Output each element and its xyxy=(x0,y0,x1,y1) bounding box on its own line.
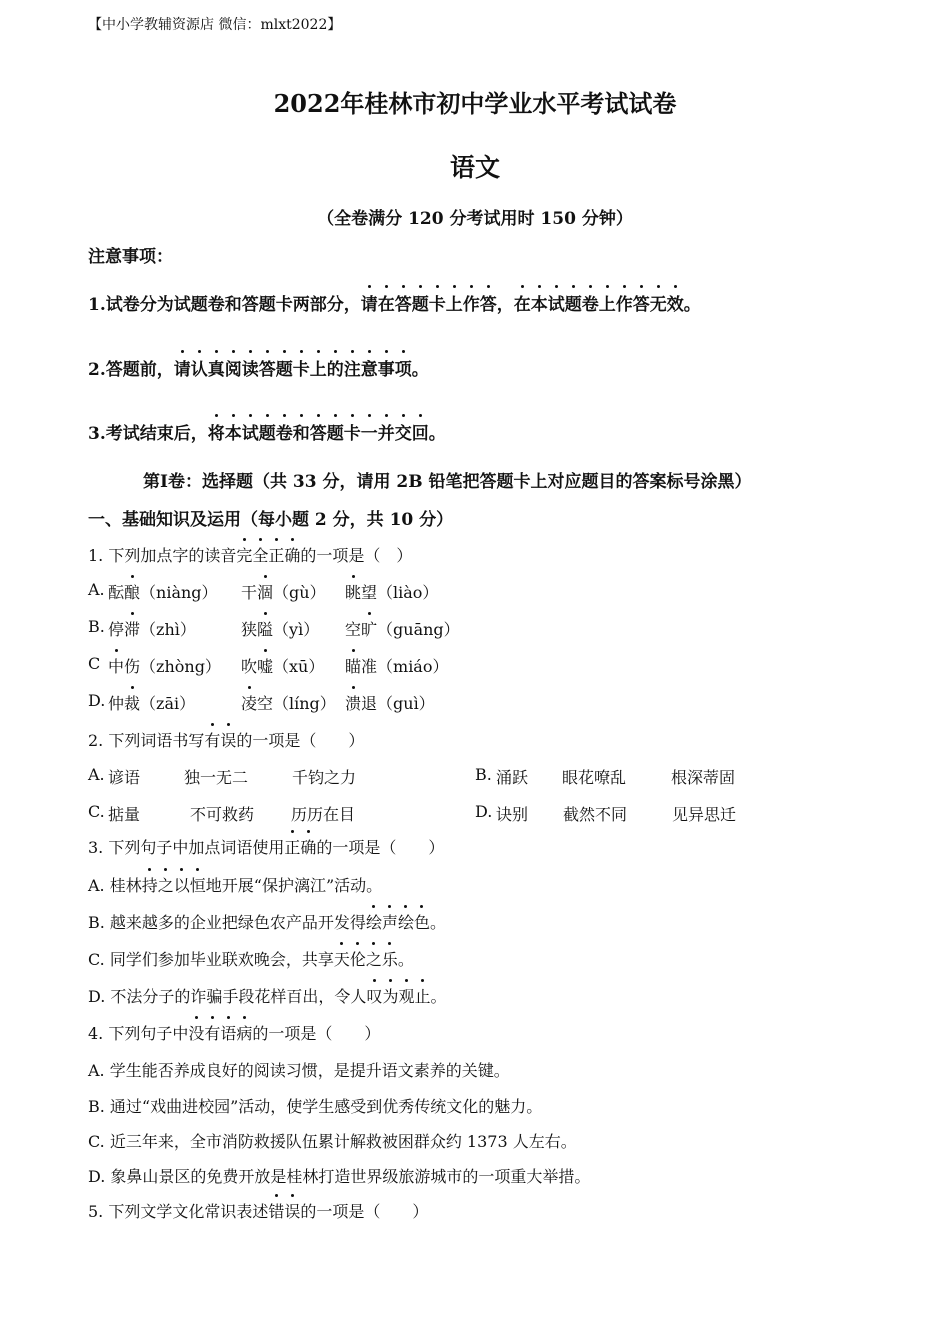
option-label: D. xyxy=(88,691,106,710)
option-label: B. xyxy=(88,617,105,636)
question-3-stem xyxy=(88,835,444,858)
emphasis-dot-char: 上 xyxy=(599,290,616,315)
emphasis-dot-char: 止 xyxy=(414,984,430,1007)
emphasis-dot-char: 以 xyxy=(174,873,190,896)
option-label: C xyxy=(88,654,101,673)
emphasis-dot-char: 题 xyxy=(276,355,293,380)
pinyin-text: （yì） xyxy=(273,620,320,639)
option-word: 不可救药 xyxy=(190,805,255,824)
emphasis-dot-char: 误 xyxy=(284,1199,300,1222)
word-text: 干 xyxy=(241,583,258,602)
option-word: 谚语 xyxy=(108,768,141,787)
sentence-text: B. 越来越多的企业把绿色农产品开发得 xyxy=(88,913,366,932)
notice-text: 。 xyxy=(683,295,701,315)
sentence-text: 地开展“保护漓江”活动。 xyxy=(205,876,383,895)
part1-heading: 第Ⅰ卷：选择题（共 33 分，请用 2B 铅笔把答题卡上对应题目的答案标号涂黑） xyxy=(143,472,752,492)
emphasis-dot-char: 叹 xyxy=(366,984,382,1007)
emphasis-dot-char: 没 xyxy=(188,1021,204,1044)
pinyin-text: （guāng） xyxy=(377,620,460,639)
option-label: A. xyxy=(88,580,105,599)
stem-text: 的一项是（ ） xyxy=(316,838,445,857)
emphasis-dot-char: 和 xyxy=(293,419,310,444)
emphasis-dot-char: 题 xyxy=(565,290,582,315)
emphasis-dot-char: 正 xyxy=(268,543,284,566)
emphasis-dot-char: 之 xyxy=(158,873,174,896)
emphasis-text xyxy=(204,731,236,750)
emphasis-dot-char: 中 xyxy=(108,654,124,677)
exam-title: 2022年桂林市初中学业水平考试试卷 xyxy=(273,89,677,118)
emphasis-dot-char: 试 xyxy=(548,290,565,315)
emphasis-text xyxy=(284,838,316,857)
stem-text: 的一项是（ ） xyxy=(236,731,365,750)
option-word: 诀别 xyxy=(496,805,529,824)
emphasis-dot-char: 回 xyxy=(412,419,429,444)
notice-text: 3.考试结束后， xyxy=(88,424,208,444)
emphasis-dot-char: 题 xyxy=(259,419,276,444)
notice-item-2 xyxy=(88,355,429,380)
option-sentence: A. 学生能否养成良好的阅读习惯，是提升语文素养的关键。 xyxy=(88,1061,510,1080)
emphasis-dot-char: 眺 xyxy=(345,580,361,603)
option-word: 独一无二 xyxy=(184,768,249,787)
word-text: 狭 xyxy=(241,620,258,639)
emphasis-dot-char: 全 xyxy=(252,543,268,566)
emphasis-dot-char: 伦 xyxy=(350,947,366,970)
pinyin-text: （zhì） xyxy=(140,620,196,639)
pinyin-text: 望（liào） xyxy=(361,583,439,602)
emphasis-dot-char: 完 xyxy=(236,543,252,566)
emphasis-dot-char: 答 xyxy=(259,355,276,380)
pinyin-text: （niàng） xyxy=(140,583,218,602)
emphasis-dot-char: 事 xyxy=(378,355,395,380)
emphasis-dot-char: 恒 xyxy=(190,873,206,896)
emphasis-dot-char: 旷 xyxy=(361,617,377,640)
emphasis-text xyxy=(142,876,206,895)
option-sentence: C. 近三年来，全市消防救援队伍累计解救被困群众约 1373 人左右。 xyxy=(88,1132,577,1151)
option-word: 掂量 xyxy=(108,805,141,824)
emphasis-dot-char: 请 xyxy=(361,290,378,315)
emphasis-dot-char: 效 xyxy=(667,290,684,315)
pinyin-text: （gù） xyxy=(273,583,326,602)
stem-text: 3. 下列句子中加点词语使用 xyxy=(88,838,285,857)
emphasis-dot-char: 项 xyxy=(395,355,412,380)
emphasis-dot-char: 确 xyxy=(284,543,300,566)
stem-text: 的一项是（ ） xyxy=(252,1024,381,1043)
emphasis-dot-char: 有 xyxy=(204,728,220,751)
pinyin-text: 退（guì） xyxy=(361,694,435,713)
emphasis-dot-char: 观 xyxy=(398,984,414,1007)
option-label: A. xyxy=(88,765,105,784)
option-word: 千钧之力 xyxy=(292,768,357,787)
pinyin-text: 准（miáo） xyxy=(361,657,449,676)
emphasis-dot-char: 读 xyxy=(242,355,259,380)
emphasis-text xyxy=(334,950,398,969)
option-sentence xyxy=(88,984,447,1007)
sentence-text: A. 桂林 xyxy=(88,876,142,895)
option-word xyxy=(345,691,435,714)
option-word xyxy=(241,580,326,603)
option-sentence xyxy=(88,873,382,896)
emphasis-dot-char: 作 xyxy=(616,290,633,315)
notice-text: 。 xyxy=(411,360,429,380)
sentence-text: C. 同学们参加毕业联欢晚会，共享 xyxy=(88,950,334,969)
emphasis-dot-char: 卡 xyxy=(429,290,446,315)
emphasis-dot-char: 交 xyxy=(395,419,412,444)
emphasis-dot-char: 题 xyxy=(327,419,344,444)
emphasis-dot-char: 在 xyxy=(378,290,395,315)
emphasis-text xyxy=(208,424,429,444)
stem-text: 2. 下列词语书写 xyxy=(88,731,205,750)
emphasis-dot-char: 涸 xyxy=(257,580,273,603)
emphasis-dot-char: 误 xyxy=(220,728,236,751)
emphasis-dot-char: 答 xyxy=(310,419,327,444)
emphasis-dot-char: 确 xyxy=(300,835,316,858)
emphasis-dot-char: 正 xyxy=(284,835,300,858)
option-word: 根深蒂固 xyxy=(671,768,736,787)
emphasis-dot-char: 阅 xyxy=(225,355,242,380)
option-word xyxy=(108,654,221,677)
stem-text: 1. 下列加点字的读音 xyxy=(88,546,237,565)
emphasis-dot-char: 病 xyxy=(236,1021,252,1044)
pinyin-text: 伤（zhòng） xyxy=(124,657,221,676)
word-text: 空 xyxy=(345,620,362,639)
sentence-text: D. 不法分子的诈骗手段花样百出，令人 xyxy=(88,987,367,1006)
stem-text: 4. 下列句子中 xyxy=(88,1024,189,1043)
option-word xyxy=(345,617,460,640)
option-sentence: B. 通过“戏曲进校园”活动，使学生感受到优秀传统文化的魅力。 xyxy=(88,1097,543,1116)
pinyin-text: （zāi） xyxy=(140,694,196,713)
emphasis-dot-char: 滞 xyxy=(124,617,140,640)
emphasis-dot-char: 之 xyxy=(366,947,382,970)
option-word: 历历在目 xyxy=(291,805,356,824)
option-word xyxy=(108,580,218,603)
sentence-text: 。 xyxy=(430,987,447,1006)
emphasis-dot-char: 真 xyxy=(208,355,225,380)
emphasis-dot-char: 天 xyxy=(334,947,350,970)
emphasis-dot-char: 答 xyxy=(395,290,412,315)
emphasis-dot-char: 酿 xyxy=(124,580,140,603)
option-label: D. xyxy=(475,802,493,821)
emphasis-dot-char: 隘 xyxy=(257,617,273,640)
emphasis-dot-char: 绘 xyxy=(398,910,414,933)
pinyin-text: 空（líng） xyxy=(257,694,336,713)
subject-title: 语文 xyxy=(449,153,500,182)
option-word xyxy=(345,580,438,603)
emphasis-dot-char: 持 xyxy=(142,873,158,896)
word-text: 停 xyxy=(108,620,125,639)
header-note: 【中小学教辅资源店 微信：mlxt2022】 xyxy=(88,17,342,33)
emphasis-dot-char: 试 xyxy=(242,419,259,444)
option-sentence xyxy=(88,910,446,933)
pinyin-text: （xū） xyxy=(273,657,325,676)
emphasis-dot-char: 本 xyxy=(531,290,548,315)
notice-item-3 xyxy=(88,419,446,444)
emphasis-dot-char: 语 xyxy=(220,1021,236,1044)
emphasis-dot-char: 卷 xyxy=(582,290,599,315)
question-1-stem xyxy=(88,543,412,566)
notice-text: 。 xyxy=(428,424,446,444)
emphasis-dot-char: 绘 xyxy=(366,910,382,933)
emphasis-dot-char: 作 xyxy=(463,290,480,315)
question-4-stem xyxy=(88,1021,380,1044)
emphasis-dot-char: 将 xyxy=(208,419,225,444)
option-word xyxy=(345,654,448,677)
option-word xyxy=(241,654,324,677)
emphasis-dot-char: 卡 xyxy=(344,419,361,444)
option-sentence xyxy=(88,947,414,970)
emphasis-dot-char: 裁 xyxy=(124,691,140,714)
emphasis-dot-char: 为 xyxy=(382,984,398,1007)
emphasis-dot-char: 溃 xyxy=(345,691,361,714)
option-word xyxy=(241,691,336,714)
question-2-stem xyxy=(88,728,364,751)
option-word: 截然不同 xyxy=(563,805,628,824)
emphasis-dot-char: 错 xyxy=(268,1199,284,1222)
emphasis-text xyxy=(268,1202,300,1221)
emphasis-dot-char: 题 xyxy=(412,290,429,315)
emphasis-dot-char: 答 xyxy=(480,290,497,315)
emphasis-dot-char: 嘘 xyxy=(257,654,273,677)
emphasis-dot-char: 注 xyxy=(344,355,361,380)
notice-heading: 注意事项： xyxy=(88,247,173,267)
emphasis-dot-char: 意 xyxy=(361,355,378,380)
emphasis-dot-char: 无 xyxy=(650,290,667,315)
emphasis-text xyxy=(174,360,412,380)
emphasis-dot-char: 瞄 xyxy=(345,654,361,677)
emphasis-text xyxy=(514,295,684,315)
emphasis-text xyxy=(361,295,497,315)
emphasis-dot-char: 卡 xyxy=(293,355,310,380)
emphasis-dot-char: 本 xyxy=(225,419,242,444)
emphasis-text xyxy=(188,1024,252,1043)
emphasis-dot-char: 有 xyxy=(204,1021,220,1044)
sentence-text: 。 xyxy=(430,913,447,932)
word-text: 吹 xyxy=(241,657,258,676)
option-label: B. xyxy=(475,765,492,784)
emphasis-text xyxy=(366,913,430,932)
option-word: 涌跃 xyxy=(496,768,529,787)
option-label: C. xyxy=(88,802,105,821)
emphasis-dot-char: 凌 xyxy=(241,691,257,714)
option-word xyxy=(241,617,319,640)
exam-info: （全卷满分 120 分考试用时 150 分钟） xyxy=(317,209,633,229)
emphasis-dot-char: 色 xyxy=(414,910,430,933)
emphasis-dot-char: 卷 xyxy=(276,419,293,444)
emphasis-dot-char: 上 xyxy=(446,290,463,315)
emphasis-dot-char: 乐 xyxy=(382,947,398,970)
word-text: 仲 xyxy=(108,694,125,713)
section1-heading: 一、基础知识及运用（每小题 2 分，共 10 分） xyxy=(88,510,454,530)
emphasis-dot-char: 并 xyxy=(378,419,395,444)
emphasis-dot-char: 声 xyxy=(382,910,398,933)
option-word: 眼花嘹乱 xyxy=(562,768,627,787)
emphasis-dot-char: 在 xyxy=(514,290,531,315)
sentence-text: 。 xyxy=(397,950,414,969)
stem-text: 5. 下列文学文化常识表述 xyxy=(88,1202,269,1221)
option-word: 见异思迁 xyxy=(672,805,737,824)
notice-text: 1.试卷分为试题卷和答题卡两部分， xyxy=(88,295,361,315)
word-text: 酝 xyxy=(108,583,125,602)
emphasis-dot-char: 上 xyxy=(310,355,327,380)
emphasis-dot-char: 的 xyxy=(327,355,344,380)
notice-item-1 xyxy=(88,290,701,315)
notice-text: 2.答题前， xyxy=(88,360,174,380)
question-5-stem xyxy=(88,1199,428,1222)
emphasis-text xyxy=(366,987,430,1006)
option-word xyxy=(108,691,195,714)
option-word xyxy=(108,617,196,640)
emphasis-dot-char: 请 xyxy=(174,355,191,380)
stem-text: 的一项是（ ） xyxy=(300,1202,429,1221)
notice-text: ， xyxy=(496,295,514,315)
emphasis-text xyxy=(236,546,300,565)
stem-text: 的一项是（ ） xyxy=(300,546,413,565)
option-sentence: D. 象鼻山景区的免费开放是桂林打造世界级旅游城市的一项重大举措。 xyxy=(88,1167,591,1186)
emphasis-dot-char: 认 xyxy=(191,355,208,380)
emphasis-dot-char: 一 xyxy=(361,419,378,444)
emphasis-dot-char: 答 xyxy=(633,290,650,315)
